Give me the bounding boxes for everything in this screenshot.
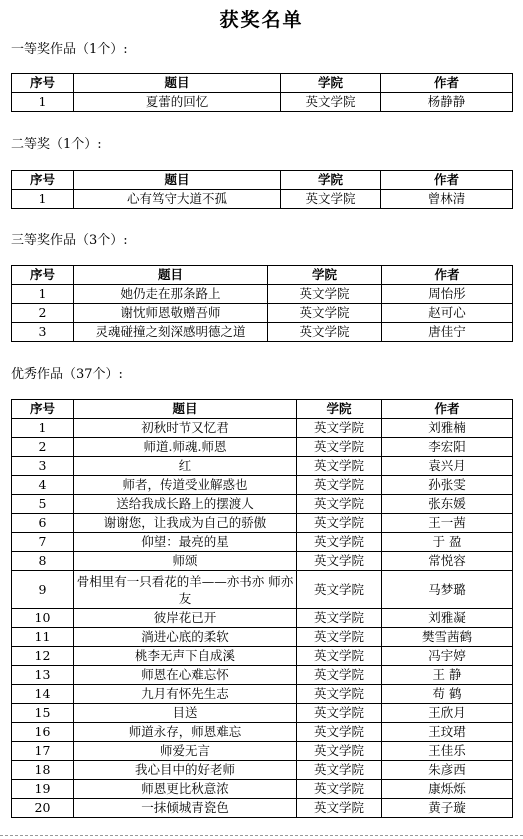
col-no-header: 序号	[12, 266, 74, 285]
cell-no: 15	[12, 704, 74, 723]
cell-school: 英文学院	[297, 666, 382, 685]
cell-no: 3	[12, 457, 74, 476]
cell-no: 6	[12, 514, 74, 533]
second-prize-table	[11, 170, 513, 209]
cell-author: 王一茜	[382, 514, 513, 533]
table-row	[12, 419, 513, 438]
first-prize-table	[11, 73, 513, 112]
cell-topic: 九月有怀先生志	[74, 685, 297, 704]
cell-author: 张东媛	[382, 495, 513, 514]
table-row	[12, 552, 513, 571]
table-row	[12, 533, 513, 552]
cell-topic: 师道永存，师恩难忘	[74, 723, 297, 742]
cell-topic: 师恩更比秋意浓	[74, 780, 297, 799]
cell-no: 1	[12, 93, 74, 112]
col-author-header: 作者	[382, 400, 513, 419]
table-row	[12, 93, 513, 112]
cell-topic: 目送	[74, 704, 297, 723]
table-row	[12, 285, 513, 304]
excellent-works-heading: 优秀作品（37个）:	[11, 367, 123, 382]
third-prize-heading: 三等奖作品（3个）:	[11, 233, 128, 248]
cell-school: 英文学院	[297, 609, 382, 628]
cell-school: 英文学院	[297, 514, 382, 533]
cell-author: 王 静	[382, 666, 513, 685]
table-row	[12, 438, 513, 457]
cell-no: 5	[12, 495, 74, 514]
col-topic-header: 题目	[74, 74, 281, 93]
cell-author: 李宏阳	[382, 438, 513, 457]
page-break-line	[0, 835, 523, 836]
cell-school: 英文学院	[268, 285, 382, 304]
cell-school: 英文学院	[297, 628, 382, 647]
cell-no: 18	[12, 761, 74, 780]
cell-no: 9	[12, 571, 74, 609]
cell-topic: 一抹倾城青瓷色	[74, 799, 297, 818]
cell-author: 马梦璐	[382, 571, 513, 609]
table-row	[12, 723, 513, 742]
col-author-header: 作者	[381, 171, 513, 190]
cell-topic: 红	[74, 457, 297, 476]
cell-topic: 她仍走在那条路上	[74, 285, 268, 304]
cell-topic: 师恩在心难忘怀	[74, 666, 297, 685]
cell-school: 英文学院	[297, 571, 382, 609]
cell-no: 8	[12, 552, 74, 571]
table-row	[12, 323, 513, 342]
cell-author: 赵可心	[382, 304, 513, 323]
cell-no: 12	[12, 647, 74, 666]
table-row	[12, 304, 513, 323]
excellent-works-table	[11, 399, 513, 818]
cell-school: 英文学院	[297, 704, 382, 723]
cell-school: 英文学院	[281, 190, 381, 209]
cell-topic: 师者，传道受业解惑也	[74, 476, 297, 495]
col-school-header: 学院	[281, 74, 381, 93]
col-topic-header: 题目	[74, 400, 297, 419]
cell-no: 2	[12, 304, 74, 323]
cell-school: 英文学院	[281, 93, 381, 112]
table-row	[12, 704, 513, 723]
table-row	[12, 685, 513, 704]
cell-topic: 桃李无声下自成溪	[74, 647, 297, 666]
table-row	[12, 609, 513, 628]
table-row	[12, 190, 513, 209]
cell-school: 英文学院	[297, 723, 382, 742]
table-header-row	[12, 266, 513, 285]
cell-author: 周怡彤	[382, 285, 513, 304]
cell-school: 英文学院	[297, 457, 382, 476]
col-no-header: 序号	[12, 171, 74, 190]
cell-school: 英文学院	[297, 780, 382, 799]
cell-school: 英文学院	[297, 476, 382, 495]
table-header-row	[12, 171, 513, 190]
col-topic-header: 题目	[74, 171, 281, 190]
cell-author: 王玟珺	[382, 723, 513, 742]
cell-no: 1	[12, 285, 74, 304]
table-row	[12, 514, 513, 533]
table-header-row	[12, 400, 513, 419]
cell-no: 20	[12, 799, 74, 818]
table-row	[12, 666, 513, 685]
cell-school: 英文学院	[297, 647, 382, 666]
table-row	[12, 799, 513, 818]
col-author-header: 作者	[382, 266, 513, 285]
cell-school: 英文学院	[268, 304, 382, 323]
cell-author: 黄子璇	[382, 799, 513, 818]
cell-topic: 彼岸花已开	[74, 609, 297, 628]
cell-topic: 谢谢您，让我成为自己的骄傲	[74, 514, 297, 533]
table-row	[12, 780, 513, 799]
cell-no: 13	[12, 666, 74, 685]
cell-author: 常悦容	[382, 552, 513, 571]
table-row	[12, 761, 513, 780]
third-prize-table	[11, 265, 513, 342]
cell-topic: 心有笃守大道不孤	[74, 190, 281, 209]
col-topic-header: 题目	[74, 266, 268, 285]
cell-author: 唐佳宁	[382, 323, 513, 342]
page-title: 获奖名单	[219, 9, 304, 31]
cell-school: 英文学院	[297, 685, 382, 704]
cell-topic: 送给我成长路上的摆渡人	[74, 495, 297, 514]
cell-school: 英文学院	[297, 799, 382, 818]
table-row	[12, 457, 513, 476]
cell-topic: 我心目中的好老师	[74, 761, 297, 780]
cell-school: 英文学院	[297, 419, 382, 438]
table-row	[12, 571, 513, 609]
cell-no: 10	[12, 609, 74, 628]
col-no-header: 序号	[12, 74, 74, 93]
cell-topic: 淌进心底的柔软	[74, 628, 297, 647]
cell-author: 冯宇婷	[382, 647, 513, 666]
cell-author: 朱彦西	[382, 761, 513, 780]
cell-no: 1	[12, 190, 74, 209]
cell-topic: 仰望：最亮的星	[74, 533, 297, 552]
col-school-header: 学院	[297, 400, 382, 419]
cell-author: 于 盈	[382, 533, 513, 552]
cell-topic: 师爱无言	[74, 742, 297, 761]
table-row	[12, 742, 513, 761]
cell-topic: 谢忱师恩敬赠吾师	[74, 304, 268, 323]
cell-no: 14	[12, 685, 74, 704]
cell-school: 英文学院	[297, 742, 382, 761]
cell-author: 孙张雯	[382, 476, 513, 495]
cell-school: 英文学院	[297, 533, 382, 552]
cell-school: 英文学院	[268, 323, 382, 342]
cell-no: 3	[12, 323, 74, 342]
first-prize-heading: 一等奖作品（1个）:	[11, 42, 128, 57]
cell-author: 刘雅楠	[382, 419, 513, 438]
cell-topic: 师颂	[74, 552, 297, 571]
col-school-header: 学院	[268, 266, 382, 285]
cell-author: 袁兴月	[382, 457, 513, 476]
cell-topic: 夏蕾的回忆	[74, 93, 281, 112]
cell-no: 17	[12, 742, 74, 761]
table-row	[12, 647, 513, 666]
col-no-header: 序号	[12, 400, 74, 419]
col-author-header: 作者	[381, 74, 513, 93]
cell-author: 曾林清	[381, 190, 513, 209]
cell-author: 刘雅凝	[382, 609, 513, 628]
cell-school: 英文学院	[297, 495, 382, 514]
second-prize-heading: 二等奖（1个）:	[11, 137, 102, 152]
cell-no: 7	[12, 533, 74, 552]
table-row	[12, 495, 513, 514]
cell-school: 英文学院	[297, 552, 382, 571]
cell-author: 杨静静	[381, 93, 513, 112]
table-row	[12, 476, 513, 495]
cell-school: 英文学院	[297, 438, 382, 457]
cell-no: 16	[12, 723, 74, 742]
cell-author: 樊雪茜鹤	[382, 628, 513, 647]
cell-topic: 师道.师魂.师恩	[74, 438, 297, 457]
cell-no: 1	[12, 419, 74, 438]
cell-author: 王佳乐	[382, 742, 513, 761]
cell-author: 苟 鹤	[382, 685, 513, 704]
cell-school: 英文学院	[297, 761, 382, 780]
table-row	[12, 628, 513, 647]
table-header-row	[12, 74, 513, 93]
cell-topic: 骨相里有一只看花的羊——亦书亦 师亦友	[74, 571, 297, 609]
cell-topic: 灵魂碰撞之刻深感明德之道	[74, 323, 268, 342]
cell-topic: 初秋时节又忆君	[74, 419, 297, 438]
cell-no: 19	[12, 780, 74, 799]
cell-no: 2	[12, 438, 74, 457]
cell-no: 11	[12, 628, 74, 647]
cell-no: 4	[12, 476, 74, 495]
cell-author: 王欣月	[382, 704, 513, 723]
cell-author: 康烁烁	[382, 780, 513, 799]
col-school-header: 学院	[281, 171, 381, 190]
